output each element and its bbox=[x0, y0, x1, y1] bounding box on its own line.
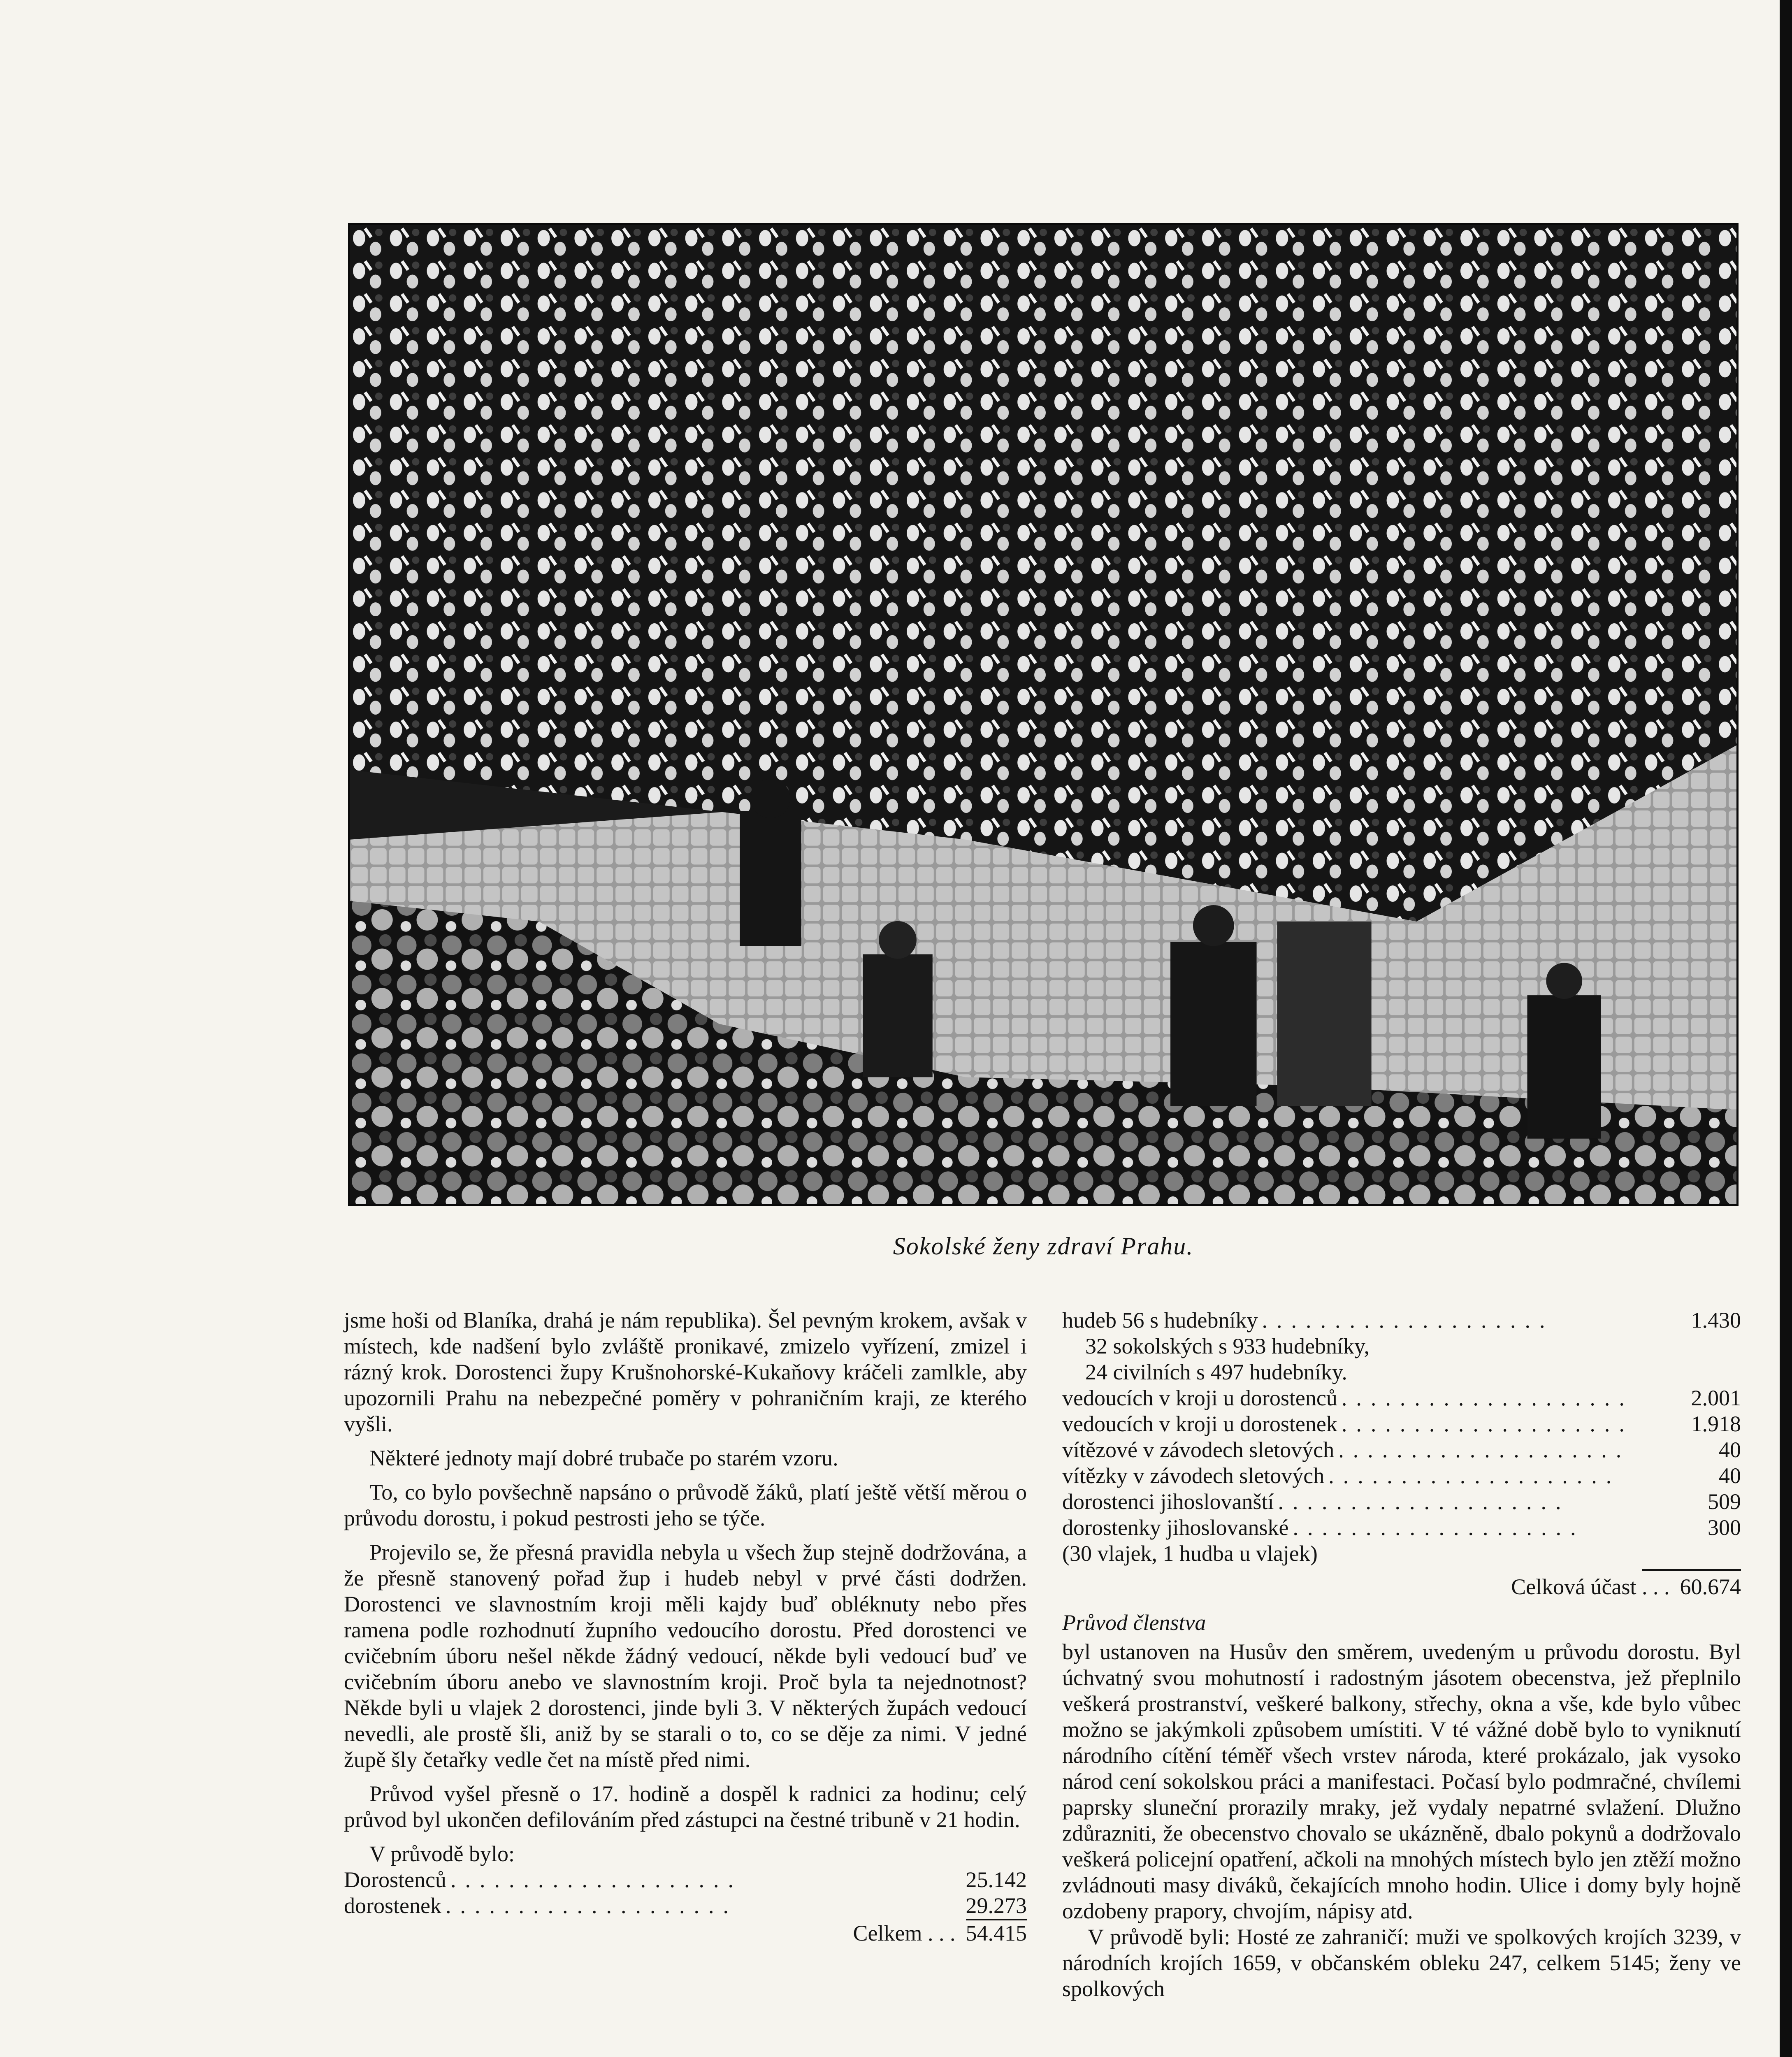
total-value: 54.415 bbox=[966, 1921, 1027, 1946]
total-row bbox=[1062, 1574, 1741, 1600]
stat-row bbox=[1062, 1515, 1741, 1541]
leader-dots: .................... bbox=[1262, 1308, 1554, 1333]
stat-row bbox=[1062, 1385, 1741, 1411]
total-label: Celkem bbox=[853, 1921, 922, 1946]
row-value: 29.273 bbox=[966, 1893, 1027, 1920]
leader-dots: .................... bbox=[445, 1893, 738, 1918]
leader-dots: . . . bbox=[1636, 1574, 1675, 1599]
sum-rule bbox=[1642, 1569, 1741, 1571]
stat-row bbox=[1062, 1489, 1741, 1515]
stat-value: 300 bbox=[1708, 1515, 1741, 1540]
stat-label: vedoucích v kroji u dorostenek bbox=[1062, 1412, 1337, 1436]
stat-row bbox=[1062, 1411, 1741, 1437]
paragraph: jsme hoši od Blaníka, drahá je nám republika). Šel pevným krokem, avšak v místech, kde nadšení bylo zvláště pronikavé, zmizelo vyřízení, zmizel i rázný krok. Dorostenci župy Krušnohorské-Kukaňovy kráčeli zamlkle, aby upozornili Prahu na nebezpečné poměry v pohraničním kraji, ze kterého vyšli. bbox=[344, 1308, 1027, 1436]
total-row bbox=[344, 1920, 1027, 1946]
stat-label: vedoucích v kroji u dorostenců bbox=[1062, 1386, 1337, 1410]
stat-row bbox=[1062, 1307, 1741, 1333]
stat-note: 32 sokolských s 933 hudebníky, bbox=[1085, 1334, 1370, 1358]
photo-caption: Sokolské ženy zdraví Prahu. bbox=[893, 1233, 1194, 1260]
stat-label: vítězky v závodech sletových bbox=[1062, 1463, 1325, 1488]
leader-dots: .................... bbox=[450, 1867, 743, 1892]
leader-dots: .................... bbox=[1341, 1386, 1634, 1410]
leader-dots: .................... bbox=[1293, 1515, 1585, 1540]
stat-label: dorostenci jihoslovanští bbox=[1062, 1489, 1274, 1514]
row-label: Dorostenců bbox=[344, 1867, 446, 1892]
parade-photo-illustration bbox=[350, 225, 1736, 1204]
stat-note: 24 civilních s 497 hudebníky. bbox=[1085, 1360, 1347, 1384]
leader-dots: .................... bbox=[1278, 1489, 1570, 1514]
stat-value: 40 bbox=[1719, 1463, 1741, 1488]
left-column bbox=[344, 1307, 1027, 1946]
paragraph: To, co bylo povšechně napsáno o průvodě žáků, platí ještě větší měrou o průvodu dorostu, i pokud pestrosti jeho se týče. bbox=[344, 1480, 1027, 1530]
stat-value: 509 bbox=[1708, 1489, 1741, 1514]
stat-label: vítězové v závodech sletových bbox=[1062, 1437, 1335, 1462]
table-row bbox=[344, 1867, 1027, 1893]
paragraph: V průvodě byli: Hosté ze zahraničí: muži ve spolkových krojích 3239, v národních krojích 1659, v občanském obleku 247, celkem 5145; ženy ve spolkových bbox=[1062, 1925, 1741, 2001]
leader-dots: . . . bbox=[922, 1921, 961, 1946]
leader-dots: .................... bbox=[1328, 1463, 1621, 1488]
stat-row bbox=[1062, 1463, 1741, 1489]
paragraph: Průvod vyšel přesně o 17. hodině a dospěl k radnici za hodinu; celý průvod byl ukončen defilováním před zástupci na čestné tribuně v 21 hodin. bbox=[344, 1781, 1027, 1832]
stat-value: 40 bbox=[1719, 1437, 1741, 1462]
stat-label: dorostenky jihoslovanské bbox=[1062, 1515, 1289, 1540]
row-label: dorostenek bbox=[344, 1893, 441, 1918]
list-intro: V průvodě bylo: bbox=[369, 1841, 515, 1866]
section-heading: Průvod členstva bbox=[1062, 1610, 1206, 1635]
stat-value: 1.918 bbox=[1691, 1412, 1741, 1436]
scan-edge-right bbox=[1780, 0, 1792, 2057]
stat-note: (30 vlajek, 1 hudba u vlajek) bbox=[1062, 1541, 1318, 1566]
stat-row bbox=[1062, 1437, 1741, 1463]
stat-value: 1.430 bbox=[1691, 1308, 1741, 1333]
parade-photo bbox=[348, 223, 1739, 1206]
table-row bbox=[344, 1893, 1027, 1920]
right-column bbox=[1062, 1307, 1741, 2002]
leader-dots: .................... bbox=[1338, 1437, 1631, 1462]
stat-label: hudeb 56 s hudebníky bbox=[1062, 1308, 1258, 1333]
leader-dots: .................... bbox=[1341, 1412, 1634, 1436]
total-label: Celková účast bbox=[1511, 1574, 1636, 1599]
stat-value: 2.001 bbox=[1691, 1386, 1741, 1410]
paragraph: byl ustanoven na Husův den směrem, uvedeným u průvodu dorostu. Byl úchvatný svou mohutností i radostným jásotem obecenstva, jež přeplnilo veškerá prostranství, veškeré balkony, střechy, okna a vše, kde bylo vůbec možno se jakýmkoli způsobem umístiti. V té vážné době bylo to vyniknutí národního cítění téměř všech vrstev národa, které prokázalo, jak vysoko národ cení sokolskou práci a manifestaci. Počasí bylo podmračné, chvílemi paprsky sluneční prorazily mraky, jež vydaly nepatrné svlažení. Dlužno zdůrazniti, že obecenstvo chovalo se ukázněně, dbalo pokynů a dodržovalo veškerá policejní opatření, ačkoli na mnohých místech bylo jen ztěží možno zvládnouti masy diváků, čekajících mnoho hodin. Ulice i domy byly hojně ozdobeny prapory, chvojím, nápisy atd. bbox=[1062, 1639, 1741, 1923]
row-value: 25.142 bbox=[966, 1867, 1027, 1892]
paragraph: Projevilo se, že přesná pravidla nebyla u všech žup stejně dodržována, a že přesně stanovený pořad žup i hudeb nebyl v prvé části dodržen. Dorostenci ve slavnostním kroji měli kajdy buď obléknuty nebo přes ramena podle rozhodnutí župního vedoucího dorostu. Před dorostenci ve cvičebním úboru nešel někde žádný vedoucí, někde byli vedoucí buď ve cvičebním úboru anebo ve slavnostním kroji. Proč byla ta nejednotnost? Někde byli u vlajek 2 dorostenci, jinde byli 3. V některých župách vedoucí nevedli, ale prostě šli, aniž by se starali o to, co se děje za nimi. V jedné župě šly četařky vedle čet na místě před nimi. bbox=[344, 1540, 1027, 1772]
total-value: 60.674 bbox=[1680, 1574, 1741, 1599]
paragraph: Některé jednoty mají dobré trubače po starém vzoru. bbox=[369, 1446, 838, 1470]
